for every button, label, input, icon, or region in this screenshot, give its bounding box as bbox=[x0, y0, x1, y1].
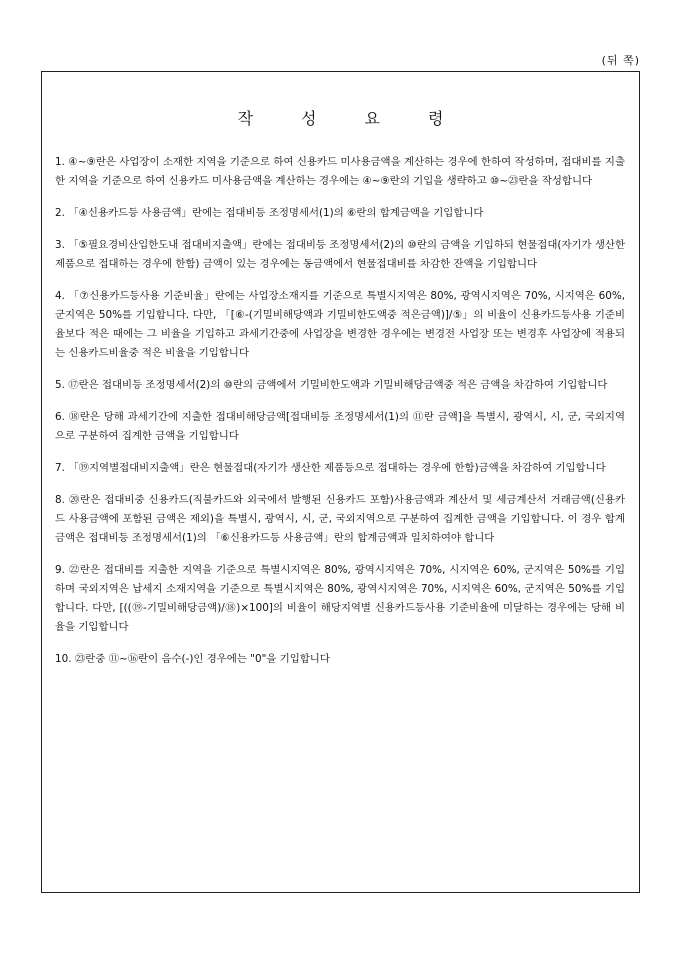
instruction-item-9: 9. ㉒란은 접대비를 지출한 지역을 기준으로 특별시지역은 80%, 광역시지역은 70%, 시지역은 60%, 군지역은 50%를 기입하며 국외지역은 납세지 소재지역을 기준으로 특별시지역은 80%, 광역시지역은 70%, 시지역은 60%, 군지역은 50%를 기입합니다. 다만, [((⑲-기밀비해당금액)/⑱)×100]의 비율이 해당지역별 신용카드등사용 기준비율에 미달하는 경우에는 당해 비율을 기입합니다 bbox=[55, 564, 625, 633]
instruction-item-8: 8. ⑳란은 접대비중 신용카드(직불카드와 외국에서 발행된 신용카드 포함)사용금액과 계산서 및 세금계산서 거래금액(신용카드 사용금액에 포함된 금액은 제외)을 특별시, 광역시, 시, 군, 국외지역으로 구분하여 집계한 금액을 기입합니다. 이 경우 합계금액은 접대비등 조정명세서(1)의 「⑥신용카드등 사용금액」란의 합계금액과 일치하여야 합니다 bbox=[55, 494, 625, 544]
title-char: 요 bbox=[364, 109, 380, 128]
instruction-item-1: 1. ④~⑨란은 사업장이 소재한 지역을 기준으로 하여 신용카드 미사용금액을 계산하는 경우에 한하여 작성하며, 접대비를 지출한 지역을 기준으로 하여 신용카드 미사용금액을 계산하는 경우에는 ④~⑨란의 기입을 생략하고 ⑩~㉓란을 작성합니다 bbox=[55, 156, 625, 187]
instruction-item-7: 7. 「⑲지역별접대비지출액」란은 현물접대(자기가 생산한 제품등으로 접대하는 경우에 한함)금액을 차감하여 기입합니다 bbox=[55, 462, 606, 474]
title-char: 령 bbox=[427, 109, 444, 128]
instruction-item-5: 5. ⑰란은 접대비등 조정명세서(2)의 ⑩란의 금액에서 기밀비한도액과 기밀비해당금액중 적은 금액을 차감하여 기입합니다 bbox=[55, 379, 608, 391]
instruction-item-3: 3. 「⑤필요경비산입한도내 접대비지출액」란에는 접대비등 조정명세서(2)의 ⑩란의 금액을 기입하되 현물접대(자기가 생산한 제품으로 접대하는 경우에 한함) 금액이 있는 경우에는 동금액에서 현물접대비를 차감한 잔액을 기입합니다 bbox=[55, 239, 625, 270]
instruction-item-4: 4. 「⑦신용카드등사용 기준비율」란에는 사업장소재지를 기준으로 특별시지역은 80%, 광역시지역은 70%, 시지역은 60%, 군지역은 50%를 기입합니다. 다만, 「[⑥-(기밀비해당액과 기밀비한도액중 적은금액)]/⑤」의 비율이 신용카드등사용 기준비율보다 적은 때에는 그 비율을 기입하고 과세기간중에 사업장을 변경한 경우에는 변경전 사업장 또는 변경후 사업장에 적용되는 신용카드비율중 적은 비율을 기입합니다 bbox=[55, 290, 625, 359]
title-char: 성 bbox=[301, 109, 317, 128]
instruction-item-6: 6. ⑱란은 당해 과세기간에 지출한 접대비해당금액[접대비등 조정명세서(1)의 ⑪란 금액]을 특별시, 광역시, 시, 군, 국외지역으로 구분하여 집계한 금액을 기입합니다 bbox=[55, 411, 625, 442]
page-title bbox=[42, 106, 639, 129]
instructions-box bbox=[41, 71, 640, 893]
instruction-item-10: 10. ㉓란중 ⑪~⑯란이 음수(-)인 경우에는 "0"을 기입합니다 bbox=[55, 653, 330, 665]
instruction-list bbox=[55, 153, 625, 669]
title-char: 작 bbox=[237, 109, 254, 128]
instruction-item-2: 2. 「④신용카드등 사용금액」란에는 접대비등 조정명세서(1)의 ⑥란의 합계금액을 기입합니다 bbox=[55, 207, 484, 219]
page-side-label: (뒤 쪽) bbox=[601, 54, 640, 67]
